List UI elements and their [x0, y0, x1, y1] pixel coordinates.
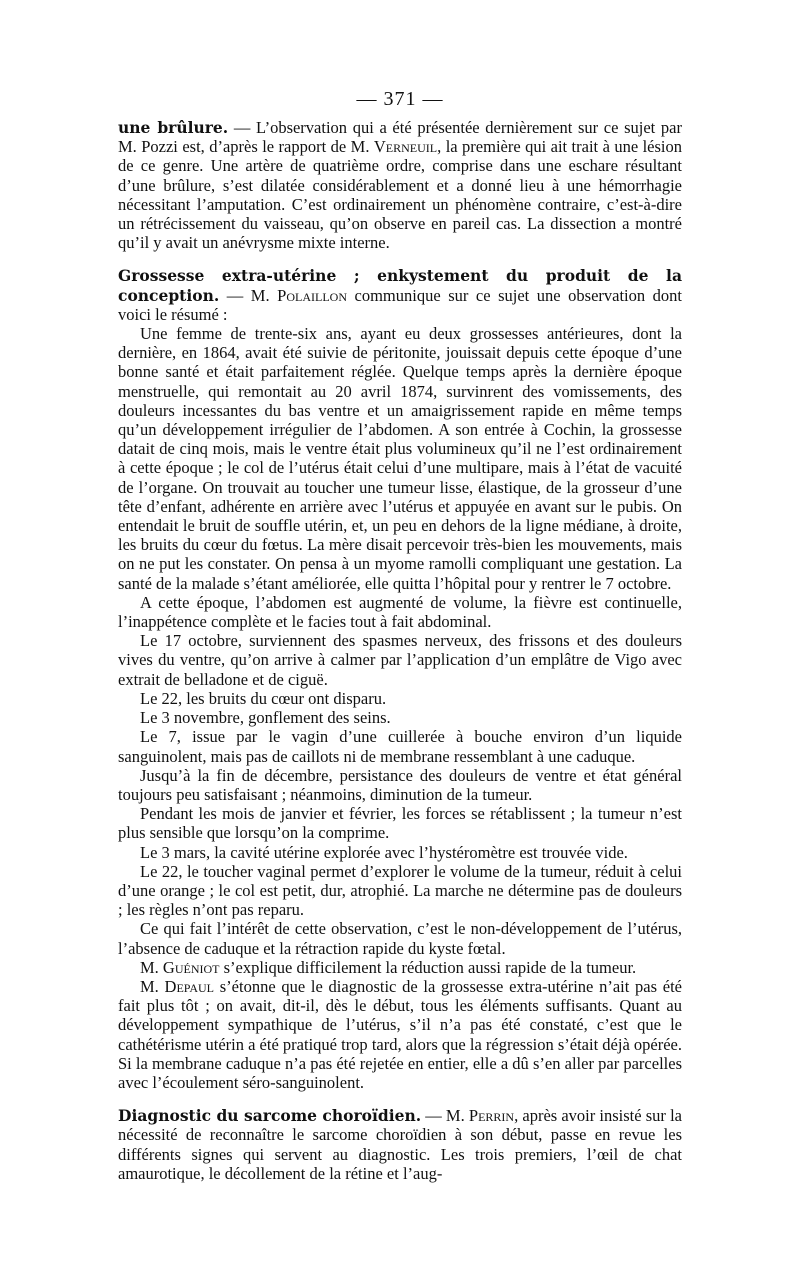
paragraph: Jusqu’à la fin de décembre, persistance des douleurs de ventre et état général toujours peu satisfaisant ; néanmoins, diminution de la tumeur.	[118, 765, 682, 804]
paragraph: Le 22, le toucher vaginal permet d’explorer le volume de la tumeur, réduit à celui d’une orange ; le col est petit, dur, atrophié. La marche ne détermine pas de douleurs ; les règles n’ont pas reparu.	[118, 861, 682, 920]
paragraph-text: — M.	[421, 1106, 469, 1126]
person-name: Verneuil	[373, 137, 438, 157]
paragraph-text: — L’observation qui a été présentée dernièrement sur ce sujet par M. Pozzi est, d’après le rapport de M.	[118, 118, 682, 157]
person-name: Polaillon	[277, 285, 347, 305]
section-heading: une brûlure.	[118, 118, 229, 137]
paragraph	[118, 118, 682, 252]
paragraph: A cette époque, l’abdomen est augmenté de volume, la fièvre est continuelle, l’inappétence complète et le facies tout à fait abdominal.	[118, 592, 682, 632]
paragraph: Le 22, les bruits du cœur ont disparu.	[140, 688, 387, 708]
section-heading: Diagnostic du sarcome choroïdien.	[118, 1106, 422, 1126]
person-name: Depaul	[164, 976, 215, 996]
paragraph-text: — M.	[219, 285, 278, 305]
paragraph-text: M.	[140, 976, 165, 996]
paragraph: Le 7, issue par le vagin d’une cuillerée à bouche environ d’un liquide sanguinolent, mais pas de caillots ni de membrane ressemblant à une caduque.	[118, 727, 682, 766]
section-heading: Grossesse extra-utérine ; enkystement du produit de la conception.	[118, 266, 682, 305]
paragraph: Le 3 novembre, gonflement des seins.	[140, 708, 391, 728]
paragraph-text: M.	[140, 957, 163, 977]
section-grossesse-extra-uterine	[118, 266, 682, 1092]
paragraph-text: , après avoir insisté sur la nécessité de reconnaître le sarcome choroïdien à son début, passe en revue les différents signes qui servent au diagnostic. Les trois premiers, l’œil de chat amaurotique, le décollement de la rétine et l’aug-	[118, 1106, 682, 1183]
paragraph-text: s’explique difficilement la réduction aussi rapide de la tumeur.	[219, 957, 637, 977]
paragraph: Une femme de trente-six ans, ayant eu deux grossesses antérieures, dont la dernière, en 1864, avait été suivie de péritonite, jouissait depuis cette époque d’une bonne santé et était parfaitement réglée. Quelque temps après la dernière époque menstruelle, qui remontait au 20 avril 1874, survinrent des vomissements, des douleurs incessantes du bas ventre et un amaigrissement rapide en même temps qu’un développement irrégulier de l’abdomen. A son entrée à Cochin, la grossesse datait de cinq mois, mais le ventre était plus volumineux qu’il ne l’est ordinairement à cette époque ; le col de l’utérus était celui d’une multipare, mais à l’état de vacuité de l’organe. On trouvait au toucher une tumeur lisse, élastique, de la grosseur d’une tête d’enfant, adhérente en arrière avec l’utérus et appuyée en avant sur le pubis. On entendait le bruit de souffle utérin, et, un peu en dehors de la ligne médiane, à droite, les bruits du cœur du fœtus. La mère disait percevoir très-bien les mouvements, mais on ne put les constater. On pensa à un myome ramolli compliquant une gestation. La santé de la malade s’étant améliorée, elle quitta l’hôpital pour y rentrer le 7 octobre.	[118, 324, 682, 593]
paragraph: Pendant les mois de janvier et février, les forces se rétablissent ; la tumeur n’est plus sensible que lorsqu’on la comprime.	[118, 804, 682, 843]
paragraph: Le 3 mars, la cavité utérine explorée avec l’hystéromètre est trouvée vide.	[140, 842, 628, 862]
paragraph-text: communique sur ce sujet une observation dont voici le résumé :	[118, 285, 683, 324]
paragraph: Ce qui fait l’intérêt de cette observation, c’est le non-développement de l’utérus, l’absence de caduque et la rétraction rapide du kyste fœtal.	[118, 919, 682, 958]
paragraph: Le 17 octobre, surviennent des spasmes nerveux, des frissons et des douleurs vives du ventre, qu’on arrive à calmer par l’application d’un emplâtre de Vigo avec extrait de belladone et de ciguë.	[118, 631, 682, 689]
paragraph	[118, 958, 682, 977]
section-sarcome-choroidien	[118, 1106, 682, 1183]
section-brulure	[118, 118, 682, 252]
page-number: — 371 —	[356, 88, 444, 110]
paragraph	[118, 1106, 682, 1183]
paragraph-text: , la première qui ait trait à une lésion de ce genre. Une artère de quatrième ordre, comprise dans une eschare résultant d’une brûlure, s’est dilatée considérablement et a donné lieu à une hémorrhagie nécessitant l’amputation. C’est ordinairement un phénomène contraire, c’est-à-dire un rétrécissement du vaisseau, qu’on observe en pareil cas. La dissection a montré qu’il y avait un anévrysme mixte interne.	[118, 137, 683, 253]
person-name: Perrin	[468, 1106, 515, 1126]
paragraph-text: s’étonne que le diagnostic de la grossesse extra-utérine n’ait pas été fait plus tôt ; on avait, dit-il, dès le début, tous les éléments suffisants. Quant au développement sympathique de l’utérus, s’il n’a pas été constaté, c’est que le cathétérisme utérin a été pratiqué trop tard, alors que la régression s’était déjà opérée. Si la membrane caduque n’a pas été rejetée en entier, elle a dû s’en aller par parcelles avec l’écoulement séro-sanguinolent.	[118, 976, 683, 1092]
person-name: Guéniot	[162, 957, 220, 977]
paragraph	[118, 266, 682, 324]
paragraph	[118, 977, 682, 1092]
